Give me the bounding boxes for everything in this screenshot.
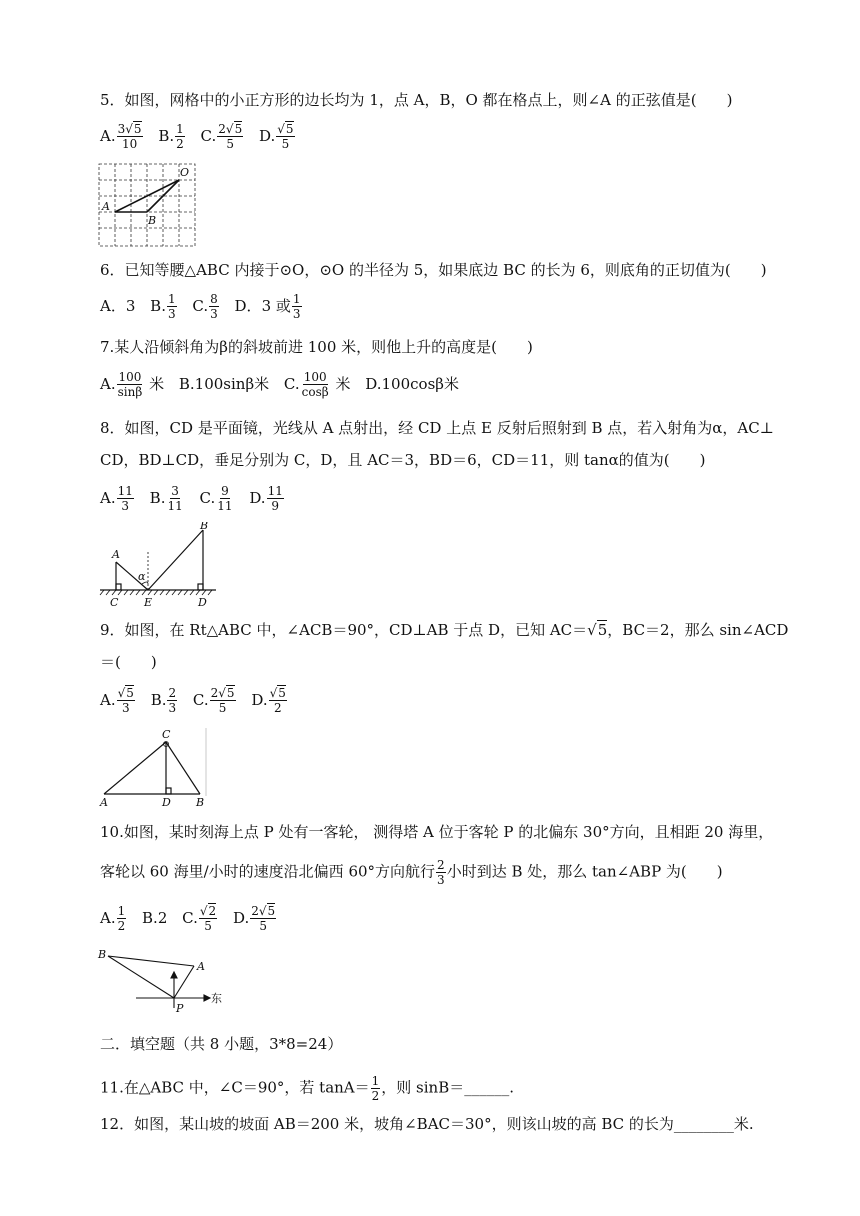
q9-triangle-figure bbox=[98, 726, 212, 808]
q8-label-c: C bbox=[110, 596, 119, 609]
q5-option-d: D. $\frac{√5}{5}$ bbox=[258, 122, 294, 151]
q9-stem-line2: ＝( ) bbox=[100, 653, 157, 671]
q9-label-d: D bbox=[162, 796, 171, 808]
q9-option-c: C. $\frac{2√5}{5}$ bbox=[192, 686, 235, 715]
q8-label-alpha: α bbox=[138, 570, 146, 583]
q8-mirror-figure bbox=[98, 522, 220, 610]
q6-option-b: B. $\frac{1}{3}$ bbox=[150, 292, 176, 321]
q5-label-o: O bbox=[180, 166, 190, 179]
q6-option-a: A．3 bbox=[100, 296, 136, 315]
q8-option-c: C. $\frac{9}{11}$ bbox=[199, 484, 233, 513]
q8-stem-line1: 8．如图，CD 是平面镜，光线从 A 点射出，经 CD 上点 E 反射后照射到 B 点，若入射角为α，AC⊥ bbox=[100, 419, 774, 437]
q8-option-a: A. $\frac{11}{3}$ bbox=[100, 484, 133, 513]
q10-label-east: 东 bbox=[211, 992, 222, 1005]
q8-label-a: A bbox=[112, 548, 120, 561]
q9-option-b: B. $\frac{2}{3}$ bbox=[150, 686, 177, 715]
q8-option-d: D. $\frac{11}{9}$ bbox=[249, 484, 283, 513]
q7-option-a: A. $\frac{100}{\sin\beta}$ 米 bbox=[100, 370, 165, 399]
q5-options bbox=[100, 122, 306, 151]
q8-label-d: D bbox=[198, 596, 207, 609]
q9-option-d: D. $\frac{√5}{2}$ bbox=[251, 686, 286, 715]
q9-label-a: A bbox=[100, 796, 108, 808]
q8-stem-line2: CD，BD⊥CD，垂足分别为 C，D，且 AC＝3，BD＝6，CD＝11，则 tanα的值为( ) bbox=[100, 451, 706, 469]
q10-label-a: A bbox=[197, 960, 205, 973]
q6-stem: 6．已知等腰△ABC 内接于⊙O，⊙O 的半径为 5，如果底边 BC 的长为 6，则底角的正切值为( ) bbox=[100, 261, 767, 279]
q10-label-p: P bbox=[176, 1002, 184, 1015]
q6-option-d: D．3 或 $\frac{1}{3}$ bbox=[234, 292, 301, 321]
q5-grid-figure bbox=[98, 162, 198, 248]
q9-options bbox=[100, 686, 298, 715]
q11-stem: 11.在△ABC 中，∠C＝90°，若 tanA＝ $\frac{1}{2}$ ，则 sinB＝______. bbox=[100, 1074, 514, 1103]
q5-option-c: C. $\frac{2√5}{5}$ bbox=[200, 122, 243, 151]
q5-label-a: A bbox=[102, 200, 110, 213]
q7-options bbox=[100, 370, 469, 399]
q7-option-d: D.100cosβ米 bbox=[365, 374, 459, 393]
q10-navigation-figure bbox=[96, 946, 226, 1016]
q5-option-b: B. $\frac{1}{2}$ bbox=[158, 122, 184, 151]
q5-option-a: A. $\frac{3√5}{10}$ bbox=[100, 122, 142, 151]
q10-option-a: A. $\frac{1}{2}$ bbox=[100, 904, 126, 933]
q8-options bbox=[100, 484, 295, 513]
q10-option-c: C. $\frac{√2}{5}$ bbox=[182, 904, 217, 933]
q7-option-c: C. $\frac{100}{\cos\beta}$ 米 bbox=[283, 370, 351, 399]
q10-label-b: B bbox=[98, 948, 107, 961]
q10-stem-line2: 客轮以 60 海里/小时的速度沿北偏西 60°方向航行 $\frac{2}{3}$ 小时到达 B 处，那么 tan∠ABP 为( ) bbox=[100, 858, 723, 887]
q7-option-b: B.100sinβ米 bbox=[178, 374, 270, 393]
q9-stem-line1: 9．如图，在 Rt△ABC 中，∠ACB＝90°，CD⊥AB 于点 D，已知 AC＝√5，BC＝2，那么 sin∠ACD bbox=[100, 621, 789, 639]
q10-option-b: B.2 bbox=[142, 908, 168, 927]
q6-option-c: C. $\frac{8}{3}$ bbox=[192, 292, 218, 321]
q8-label-e: E bbox=[144, 596, 153, 609]
q5-stem: 5．如图，网格中的小正方形的边长均为 1，点 A，B，O 都在格点上，则∠A 的正弦值是( ) bbox=[100, 91, 733, 109]
q10-options bbox=[100, 904, 287, 933]
q9-option-a: A. $\frac{√5}{3}$ bbox=[100, 686, 134, 715]
q10-option-d: D. $\frac{2√5}{5}$ bbox=[232, 904, 276, 933]
q8-label-b: B bbox=[200, 522, 209, 532]
q6-options bbox=[100, 292, 313, 321]
q9-label-c: C bbox=[162, 728, 171, 741]
q10-stem-line1: 10.如图，某时刻海上点 P 处有一客轮， 测得塔 A 位于客轮 P 的北偏东 30°方向，且相距 20 海里， bbox=[100, 823, 774, 841]
q12-stem: 12．如图，某山坡的坡面 AB＝200 米，坡角∠BAC＝30°，则该山坡的高 BC 的长为________米. bbox=[100, 1115, 754, 1133]
section2-title: 二．填空题（共 8 小题，3*8=24） bbox=[100, 1035, 343, 1053]
q7-stem: 7.某人沿倾斜角为β的斜坡前进 100 米，则他上升的高度是( ) bbox=[100, 338, 533, 356]
q8-option-b: B. $\frac{3}{11}$ bbox=[149, 484, 183, 513]
q9-label-b: B bbox=[196, 796, 205, 808]
q5-label-b: B bbox=[148, 214, 157, 227]
